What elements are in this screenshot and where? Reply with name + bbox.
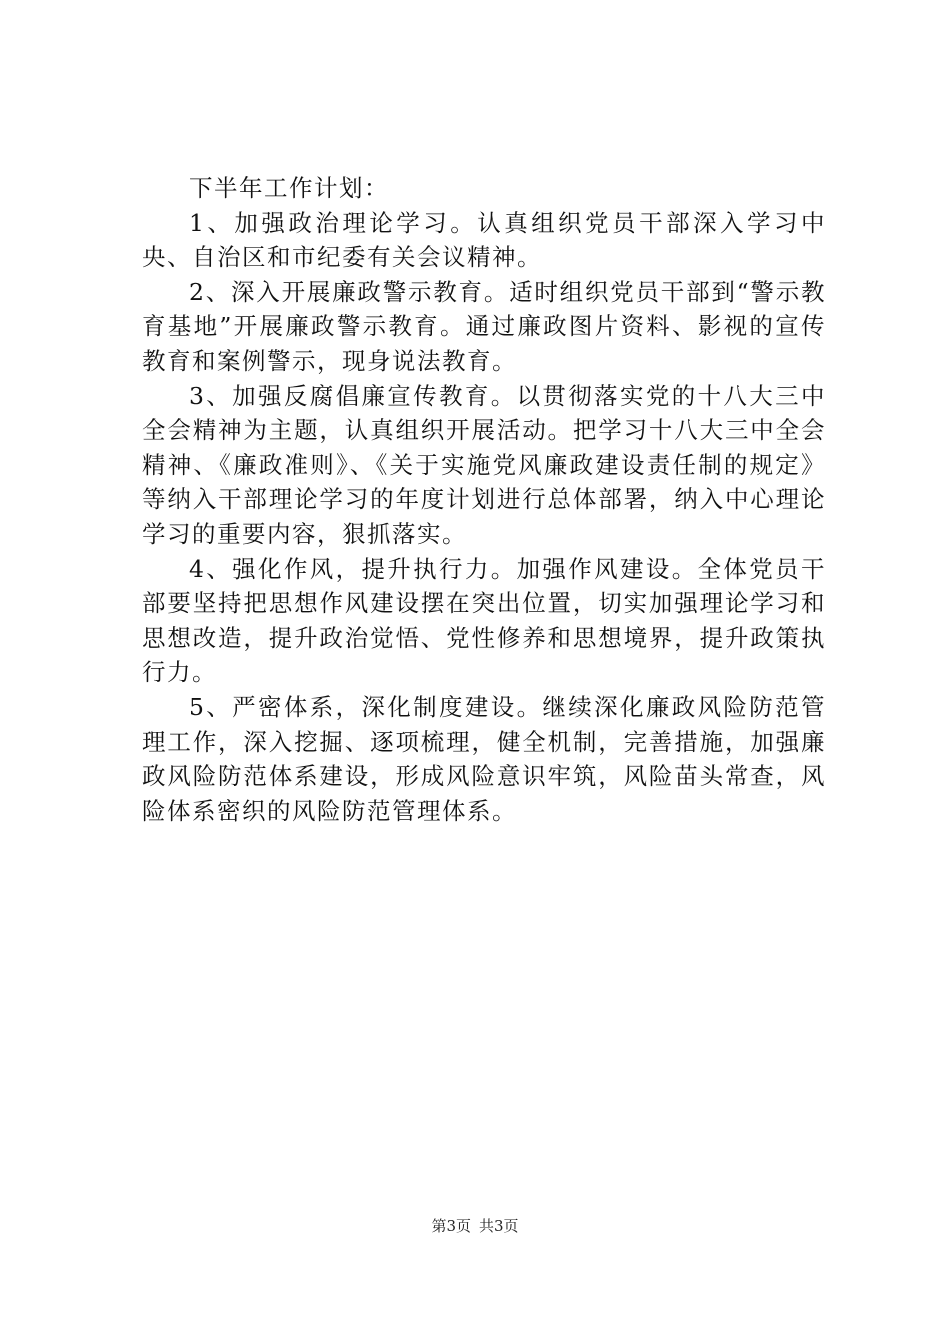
page-total: 共3页 bbox=[479, 1217, 519, 1235]
plan-item-2: 2、深入开展廉政警示教育。适时组织党员干部到“警示教育基地”开展廉政警示教育。通过廉政图片资料、影视的宣传教育和案例警示，现身说法教育。 bbox=[142, 277, 826, 375]
page-footer bbox=[0, 1216, 950, 1236]
page-number: 第3页 bbox=[431, 1217, 471, 1235]
document-body bbox=[142, 171, 826, 828]
plan-item-5: 5、严密体系，深化制度建设。继续深化廉政风险防范管理工作，深入挖掘、逐项梳理，健全机制，完善措施，加强廉政风险防范体系建设，形成风险意识牢筑，风险苗头常查，风险体系密织的风险防范管理体系。 bbox=[142, 692, 826, 825]
plan-item-3: 3、加强反腐倡廉宣传教育。以贯彻落实党的十八大三中全会精神为主题，认真组织开展活动。把学习十八大三中全会精神、《廉政准则》、《关于实施党风廉政建设责任制的规定》等纳入干部理论学习的年度计划进行总体部署，纳入中心理论学习的重要内容，狠抓落实。 bbox=[142, 381, 826, 548]
plan-item-4: 4、强化作风，提升执行力。加强作风建设。全体党员干部要坚持把思想作风建设摆在突出位置，切实加强理论学习和思想改造，提升政治觉悟、党性修养和思想境界，提升政策执行力。 bbox=[142, 554, 826, 687]
plan-item-1: 1、加强政治理论学习。认真组织党员干部深入学习中央、自治区和市纪委有关会议精神。 bbox=[142, 208, 826, 272]
section-heading: 下半年工作计划： bbox=[189, 174, 389, 202]
